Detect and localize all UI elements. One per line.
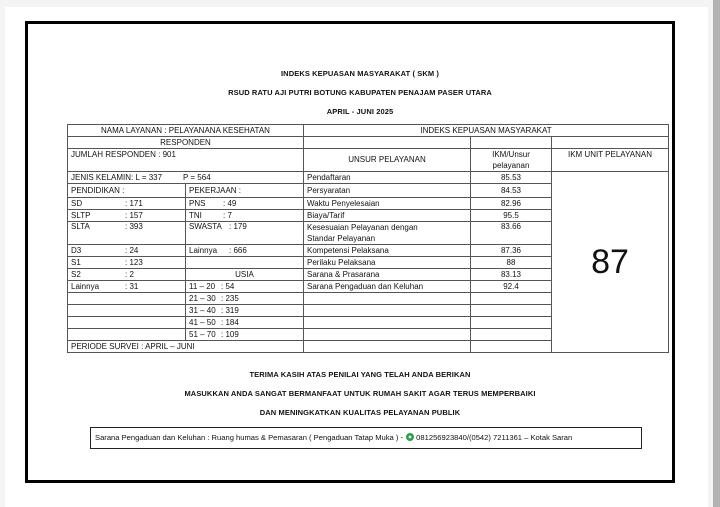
blank-cell: [68, 329, 186, 341]
blank-cell: [471, 329, 552, 341]
age-value: : 319: [221, 305, 239, 315]
occ-label: Lainnya: [189, 245, 218, 255]
col-ikm-line2: pelayanan: [492, 161, 530, 170]
element-name: [304, 222, 471, 245]
element-name: Waktu Penyelesaian: [304, 198, 471, 210]
age-label: 51 – 70: [189, 329, 216, 339]
element-value: 83.13: [471, 269, 552, 281]
element-name-line1: Kesesuaian Pelayanan dengan: [307, 223, 418, 232]
blank-cell: [304, 317, 471, 329]
education-sd: [68, 198, 186, 210]
edu-value: : 157: [125, 210, 143, 220]
element-value: 82.96: [471, 198, 552, 210]
education-d3: [68, 245, 186, 257]
institution-name: RSUD RATU AJI PUTRI BOTUNG KABUPATEN PENAJAM PASER UTARA: [228, 88, 492, 97]
occupation-pns: [186, 198, 304, 210]
education-sltp: [68, 210, 186, 222]
blank-cell: [471, 137, 552, 149]
element-name: Pendaftaran: [304, 172, 471, 184]
edu-value: : 171: [125, 198, 143, 208]
age-label: 41 – 50: [189, 317, 216, 327]
edu-label: S2: [71, 269, 81, 279]
edu-value: : 393: [125, 222, 143, 231]
age-row: [186, 293, 304, 305]
col-ikm-header: [471, 149, 552, 172]
occ-value: : 7: [223, 210, 232, 220]
col-unit-header: IKM UNIT PELAYANAN: [552, 149, 669, 172]
blank-cell: [552, 137, 669, 149]
edu-label: SD: [71, 198, 83, 208]
whatsapp-icon: [406, 433, 414, 441]
education-s2: [68, 269, 186, 281]
blank-cell: [304, 137, 471, 149]
element-value: 85.53: [471, 172, 552, 184]
element-value: 92.4: [471, 281, 552, 293]
blank-cell: [68, 317, 186, 329]
edu-label: SLTP: [71, 210, 91, 220]
edu-label: SLTA: [71, 222, 90, 231]
service-name: NAMA LAYANAN : PELAYANANA KESEHATAN: [68, 125, 304, 137]
ikm-header: INDEKS KEPUASAN MASYARAKAT: [304, 125, 669, 137]
education-other: [68, 281, 186, 293]
element-value: 84.53: [471, 184, 552, 198]
age-row: [186, 329, 304, 341]
education-header: PENDIDIKAN :: [68, 184, 186, 198]
element-value: 83.66: [471, 222, 552, 245]
edu-label: Lainnya: [71, 281, 100, 291]
age-value: : 109: [221, 329, 239, 339]
gender-row: [68, 172, 304, 184]
age-label: 21 – 30: [189, 293, 216, 303]
education-slta: [68, 222, 186, 245]
ikm-unit-value: 87: [552, 172, 669, 353]
blank-cell: [304, 341, 471, 353]
blank-cell: [68, 293, 186, 305]
blank-cell: [471, 317, 552, 329]
age-value: : 184: [221, 317, 239, 327]
complaint-contacts: 081256923840/(0542) 7211361 – Kotak Saran: [416, 433, 573, 442]
age-header: USIA: [186, 269, 304, 281]
respondents-header: RESPONDEN: [68, 137, 304, 149]
element-name: Perilaku Pelaksana: [304, 257, 471, 269]
occ-label: TNI: [189, 210, 202, 220]
occupation-swasta: [186, 222, 304, 245]
age-row: [186, 305, 304, 317]
age-row: [186, 281, 304, 293]
gender-male: JENIS KELAMIN: L = 337: [71, 172, 163, 182]
age-label: 11 – 20: [189, 281, 216, 291]
complaint-text: Sarana Pengaduan dan Keluhan : Ruang humas & Pemasaran ( Pengaduan Tatap Muka ) -: [95, 433, 404, 442]
element-value: 88: [471, 257, 552, 269]
occupation-tni: [186, 210, 304, 222]
occ-value: : 49: [223, 198, 237, 208]
edu-label: D3: [71, 245, 82, 255]
occupation-header: PEKERJAAN :: [186, 184, 304, 198]
education-s1: [68, 257, 186, 269]
element-name-line2: Standar Pelayanan: [307, 234, 376, 243]
blank-cell: [186, 257, 304, 269]
occupation-other: [186, 245, 304, 257]
blank-cell: [471, 305, 552, 317]
blank-cell: [304, 293, 471, 305]
col-ikm-line1: IKM/Unsur: [492, 150, 530, 159]
complaint-channels: [90, 427, 642, 449]
element-value: 87.36: [471, 245, 552, 257]
occ-value: : 179: [229, 222, 247, 231]
total-respondents: JUMLAH RESPONDEN : 901: [68, 149, 304, 172]
survey-period: PERIODE SURVEI : APRIL – JUNI: [68, 341, 304, 353]
blank-cell: [304, 329, 471, 341]
blank-cell: [471, 293, 552, 305]
skm-table: [67, 124, 669, 353]
closing-line-1: TERIMA KASIH ATAS PENILAI YANG TELAH ANDA BERIKAN: [249, 370, 471, 379]
occ-label: SWASTA: [189, 222, 222, 231]
age-row: [186, 317, 304, 329]
element-name: Sarana Pengaduan dan Keluhan: [304, 281, 471, 293]
edu-value: : 123: [125, 257, 143, 267]
blank-cell: [304, 305, 471, 317]
blank-cell: [68, 305, 186, 317]
occ-label: PNS: [189, 198, 206, 208]
occ-value: : 666: [229, 245, 247, 255]
report-period: APRIL - JUNI 2025: [326, 107, 394, 116]
element-name: Biaya/Tarif: [304, 210, 471, 222]
blank-cell: [471, 341, 552, 353]
age-value: : 235: [221, 293, 239, 303]
col-element-header: UNSUR PELAYANAN: [304, 149, 471, 172]
element-name: Sarana & Prasarana: [304, 269, 471, 281]
edu-value: : 31: [125, 281, 139, 291]
element-name: Persyaratan: [304, 184, 471, 198]
edu-label: S1: [71, 257, 81, 267]
edu-value: : 24: [125, 245, 139, 255]
element-name: Kompetensi Pelaksana: [304, 245, 471, 257]
age-label: 31 – 40: [189, 305, 216, 315]
closing-line-2: MASUKKAN ANDA SANGAT BERMANFAAT UNTUK RUMAH SAKIT AGAR TERUS MEMPERBAIKI: [184, 389, 536, 398]
document-title: INDEKS KEPUASAN MASYARAKAT ( SKM ): [281, 69, 439, 78]
element-value: 95.5: [471, 210, 552, 222]
age-value: : 54: [221, 281, 235, 291]
closing-line-3: DAN MENINGKATKAN KUALITAS PELAYANAN PUBLIK: [259, 408, 461, 417]
edu-value: : 2: [125, 269, 134, 279]
gender-female: P = 564: [183, 172, 211, 182]
